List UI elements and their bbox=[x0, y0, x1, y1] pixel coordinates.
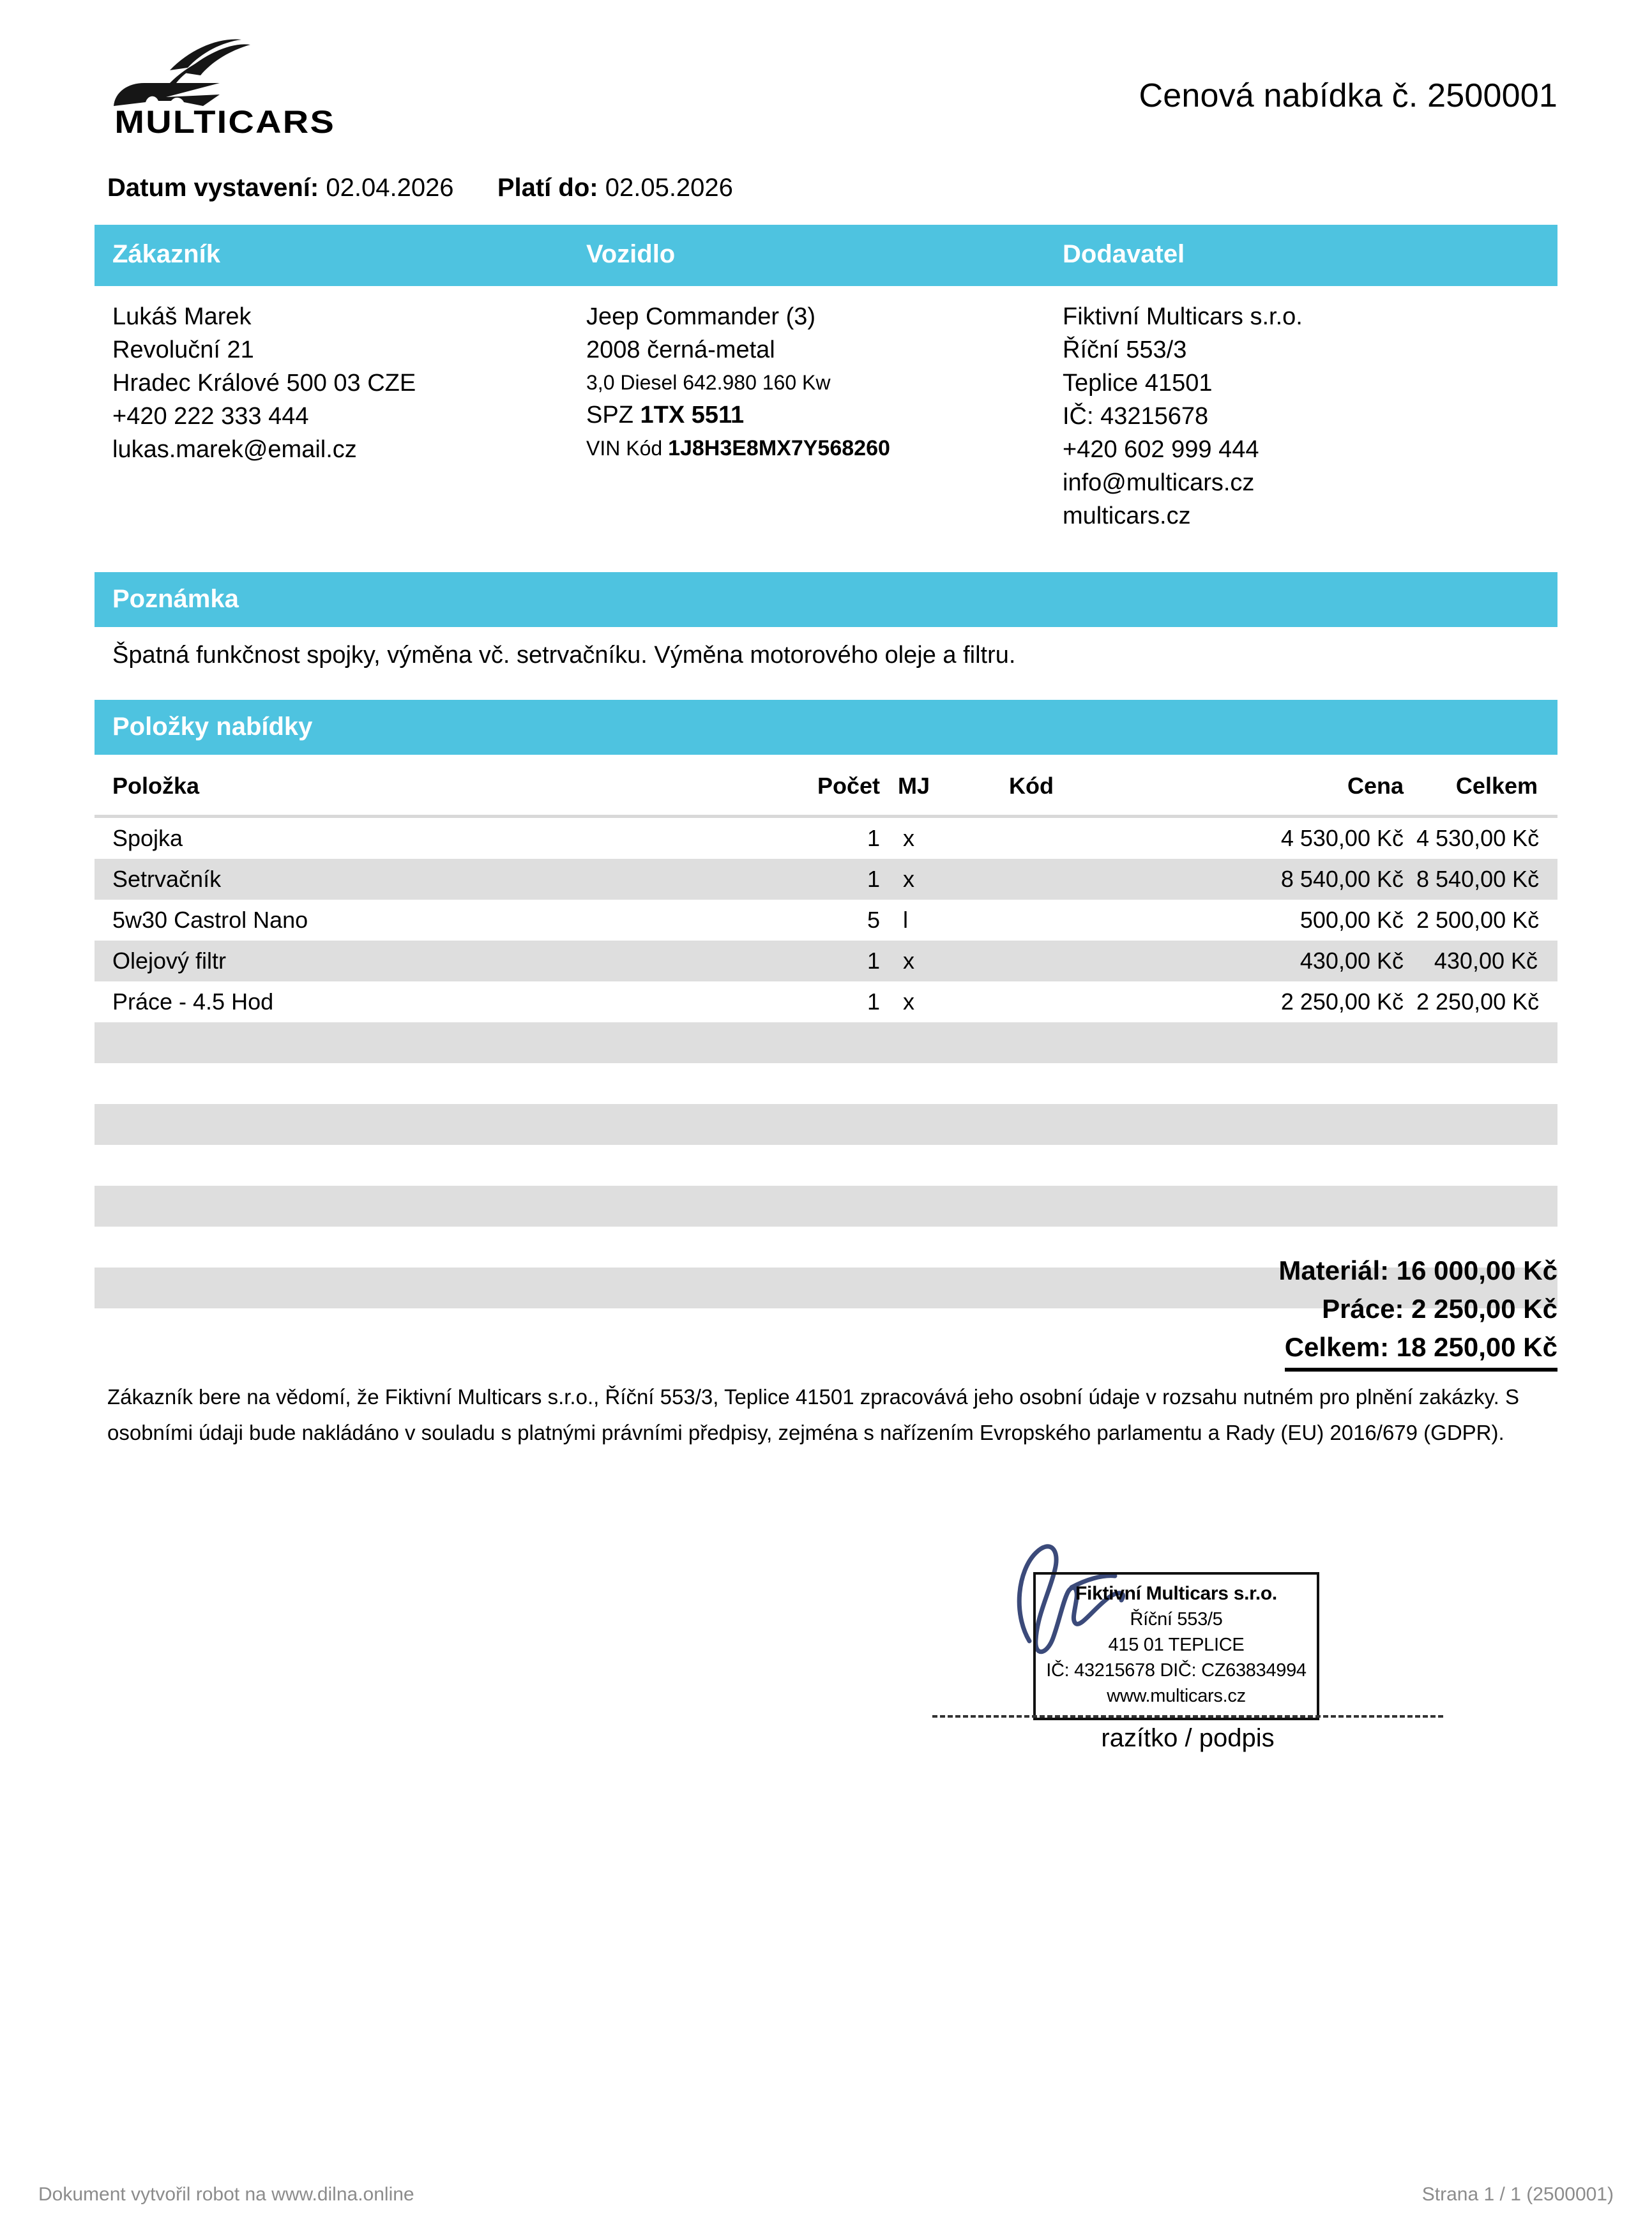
table-row bbox=[95, 1186, 1557, 1227]
cell-mj: x bbox=[903, 866, 914, 892]
cell-price: 430,00 Kč bbox=[1300, 948, 1404, 974]
table-row bbox=[95, 1145, 1557, 1186]
items-table bbox=[95, 766, 1557, 1308]
stamp-company-name: Fiktivní Multicars s.r.o. bbox=[1075, 1583, 1277, 1604]
items-heading: Položky nabídky bbox=[112, 713, 313, 741]
cell-price: 8 540,00 Kč bbox=[1280, 866, 1404, 892]
customer-block bbox=[112, 300, 572, 466]
issue-date-label: Datum vystavení: bbox=[107, 174, 319, 202]
column-header-price: Cena bbox=[1347, 773, 1404, 799]
cell-qty: 1 bbox=[867, 948, 880, 974]
table-row bbox=[95, 900, 1557, 941]
supplier-email: info@multicars.cz bbox=[1063, 469, 1255, 496]
totals-block bbox=[1278, 1252, 1557, 1372]
table-header-row bbox=[95, 766, 1557, 818]
cell-total: 4 530,00 Kč bbox=[1416, 825, 1540, 851]
cell-mj: x bbox=[903, 948, 914, 974]
cell-qty: 5 bbox=[867, 907, 880, 933]
total-grand: Celkem: 18 250,00 Kč bbox=[1285, 1328, 1557, 1372]
customer-heading: Zákazník bbox=[112, 240, 220, 268]
note-heading: Poznámka bbox=[112, 585, 239, 613]
column-header-item: Položka bbox=[112, 773, 200, 799]
items-header-band bbox=[95, 700, 1557, 755]
signature-dashed-line bbox=[932, 1715, 1443, 1718]
cell-item: 5w30 Castrol Nano bbox=[112, 907, 308, 933]
column-header-mj: MJ bbox=[898, 773, 930, 799]
stamp-city: 415 01 TEPLICE bbox=[1108, 1635, 1245, 1655]
cell-item: Práce - 4.5 Hod bbox=[112, 988, 274, 1015]
cell-qty: 1 bbox=[867, 988, 880, 1015]
supplier-block bbox=[1063, 300, 1535, 533]
cell-item: Spojka bbox=[112, 825, 183, 851]
vehicle-model: Jeep Commander (3) bbox=[586, 303, 816, 330]
note-header-band bbox=[95, 572, 1557, 627]
supplier-web: multicars.cz bbox=[1063, 503, 1191, 529]
footer-generator: Dokument vytvořil robot na www.dilna.online bbox=[38, 2184, 414, 2205]
cell-total: 2 500,00 Kč bbox=[1416, 907, 1540, 933]
parties-header-band bbox=[95, 225, 1557, 286]
gdpr-notice: Zákazník bere na vědomí, že Fiktivní Multicars s.r.o., Říční 553/3, Teplice 41501 zpracovává jeho osobní údaje v rozsahu nutném pro plnění zakázky. S osobními údaji bude nakládáno v souladu s platnými právními předpisy, zejména s nařízením Evropského parlamentu a Rady (EU) 2016/679 (GDPR). bbox=[107, 1385, 1519, 1444]
cell-item: Setrvačník bbox=[112, 866, 222, 892]
cell-total: 8 540,00 Kč bbox=[1416, 866, 1540, 892]
stamp-ids: IČ: 43215678 DIČ: CZ63834994 bbox=[1046, 1660, 1307, 1681]
total-material: Materiál: 16 000,00 Kč bbox=[1278, 1255, 1557, 1285]
table-row bbox=[95, 818, 1557, 859]
issue-date-value: 02.04.2026 bbox=[326, 174, 454, 202]
table-row bbox=[95, 1104, 1557, 1145]
vehicle-vin-label: VIN Kód bbox=[586, 437, 663, 460]
vehicle-vin-value: 1J8H3E8MX7Y568260 bbox=[668, 436, 890, 460]
valid-until-value: 02.05.2026 bbox=[605, 174, 733, 202]
footer-pagination: Strana 1 / 1 (2500001) bbox=[1421, 2184, 1614, 2205]
table-row bbox=[95, 941, 1557, 981]
cell-qty: 1 bbox=[867, 825, 880, 851]
column-header-qty: Počet bbox=[817, 773, 880, 799]
cell-item: Olejový filtr bbox=[112, 948, 227, 974]
customer-name: Lukáš Marek bbox=[112, 303, 252, 330]
customer-email: lukas.marek@email.cz bbox=[112, 436, 357, 463]
table-row bbox=[95, 1022, 1557, 1063]
vehicle-plate-label: SPZ bbox=[586, 402, 633, 428]
signature-caption: razítko / podpis bbox=[1101, 1724, 1275, 1752]
supplier-ico: IČ: 43215678 bbox=[1063, 403, 1209, 430]
stamp-street: Říční 553/5 bbox=[1130, 1609, 1223, 1630]
cell-mj: l bbox=[903, 907, 908, 933]
multicars-logo bbox=[95, 31, 363, 139]
cell-total: 2 250,00 Kč bbox=[1416, 988, 1540, 1015]
vehicle-vin bbox=[586, 432, 1046, 465]
customer-phone: +420 222 333 444 bbox=[112, 403, 309, 430]
document-header bbox=[0, 0, 1652, 172]
svg-text:MULTICARS: MULTICARS bbox=[114, 104, 336, 139]
vehicle-plate bbox=[586, 398, 1046, 432]
table-row bbox=[95, 981, 1557, 1022]
cell-price: 500,00 Kč bbox=[1300, 907, 1404, 933]
parties-body bbox=[95, 300, 1557, 568]
total-labour: Práce: 2 250,00 Kč bbox=[1322, 1294, 1557, 1324]
supplier-heading: Dodavatel bbox=[1063, 240, 1185, 268]
vehicle-heading: Vozidlo bbox=[586, 240, 676, 268]
table-row bbox=[95, 859, 1557, 900]
table-body bbox=[95, 818, 1557, 1308]
vehicle-engine: 3,0 Diesel 642.980 160 Kw bbox=[586, 371, 831, 394]
supplier-name: Fiktivní Multicars s.r.o. bbox=[1063, 303, 1303, 330]
column-header-total: Celkem bbox=[1455, 773, 1538, 799]
cell-price: 4 530,00 Kč bbox=[1280, 825, 1404, 851]
supplier-city: Teplice 41501 bbox=[1063, 370, 1213, 397]
cell-mj: x bbox=[903, 988, 914, 1015]
company-stamp bbox=[1033, 1572, 1319, 1720]
supplier-phone: +420 602 999 444 bbox=[1063, 436, 1259, 463]
supplier-street: Říční 553/3 bbox=[1063, 337, 1187, 363]
vehicle-plate-value: 1TX 5511 bbox=[640, 402, 745, 428]
page-title: Cenová nabídka č. 2500001 bbox=[1139, 77, 1557, 114]
vehicle-block bbox=[586, 300, 1046, 465]
cell-price: 2 250,00 Kč bbox=[1280, 988, 1404, 1015]
customer-street: Revoluční 21 bbox=[112, 337, 254, 363]
cell-qty: 1 bbox=[867, 866, 880, 892]
cell-mj: x bbox=[903, 825, 914, 851]
customer-city: Hradec Králové 500 03 CZE bbox=[112, 370, 416, 397]
dates-line bbox=[107, 174, 733, 202]
cell-total: 430,00 Kč bbox=[1434, 948, 1538, 974]
car-silhouette-icon bbox=[95, 31, 363, 139]
valid-until-label: Platí do: bbox=[497, 174, 598, 202]
table-row bbox=[95, 1063, 1557, 1104]
note-text: Špatná funkčnost spojky, výměna vč. setrvačníku. Výměna motorového oleje a filtru. bbox=[112, 642, 1016, 669]
vehicle-year-color: 2008 černá-metal bbox=[586, 337, 775, 363]
stamp-website: www.multicars.cz bbox=[1107, 1686, 1246, 1706]
page-footer bbox=[0, 2184, 1652, 2216]
column-header-code: Kód bbox=[1009, 773, 1054, 799]
